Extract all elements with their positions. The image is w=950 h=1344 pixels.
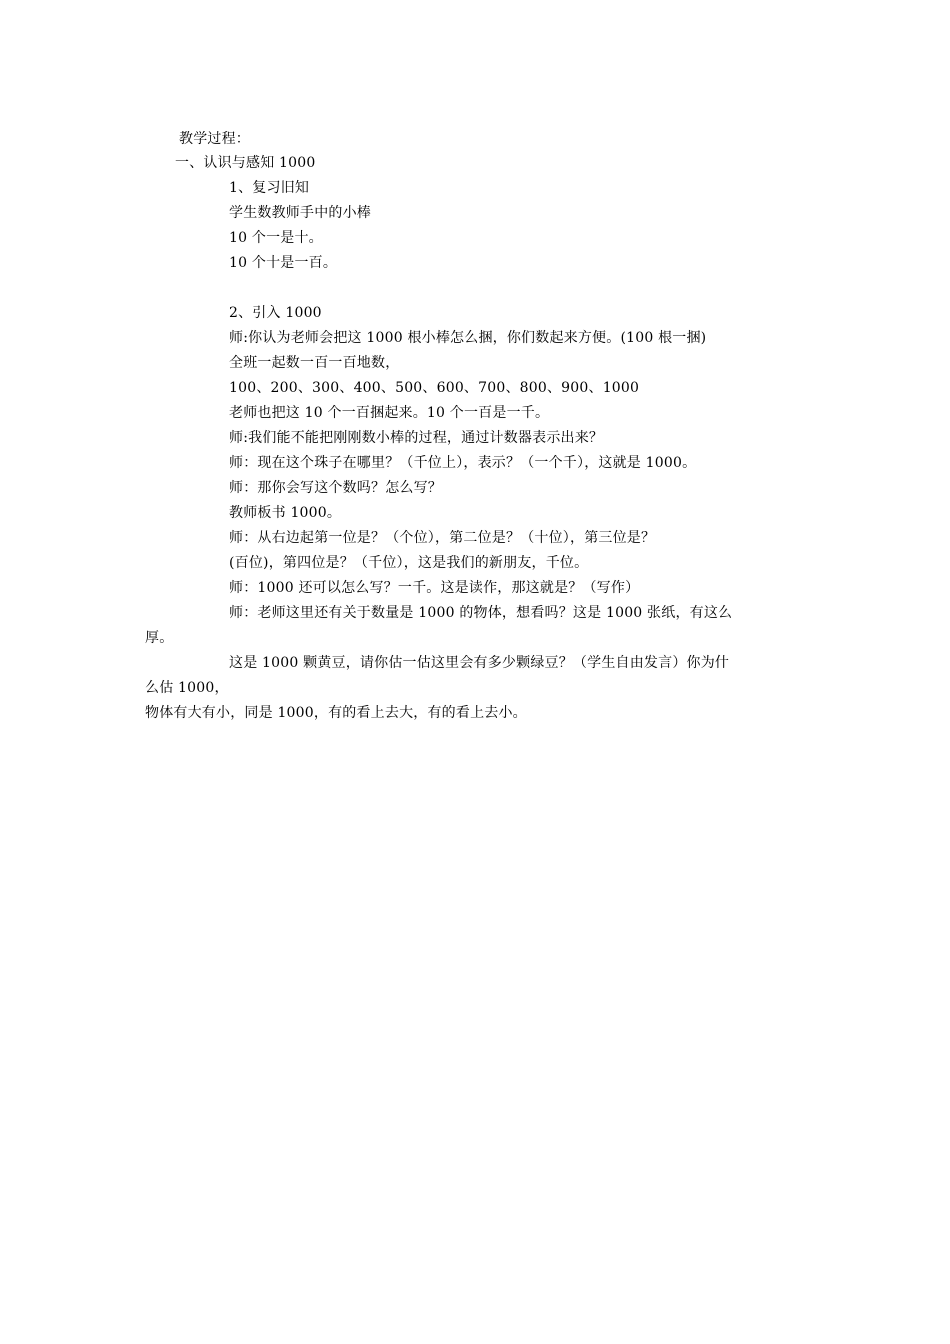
paragraph-line: 师:你认为老师会把这 1000 根小棒怎么捆，你们数起来方便。(100 根一捆) — [229, 330, 707, 346]
paragraph-line: 师：1000 还可以怎么写？一千。这是读作，那这就是？（写作） — [229, 580, 640, 596]
paragraph-line: 学生数教师手中的小棒 — [229, 205, 371, 221]
section-one-title: 一、认识与感知 1000 — [175, 155, 316, 171]
paragraph-line: 教师板书 1000。 — [229, 505, 342, 521]
paragraph-wrap-line: 厚。 — [145, 630, 174, 646]
paragraph-line: 师：那你会写这个数吗？怎么写？ — [229, 480, 442, 496]
paragraph-line: 师：现在这个珠子在哪里？（千位上），表示？（一个千），这就是 1000。 — [229, 455, 697, 471]
paragraph-line: 10 个一是十。 — [229, 230, 323, 246]
paragraph-line: 全班一起数一百一百地数， — [229, 355, 400, 371]
sub-one-title: 1、复习旧知 — [229, 180, 310, 196]
paragraph-line: 师：老师这里还有关于数量是 1000 的物体，想看吗？这是 1000 张纸，有这么 — [229, 605, 733, 621]
paragraph-line: 师：从右边起第一位是？（个位），第二位是？（十位），第三位是？ — [229, 530, 656, 546]
paragraph-line: 10 个十是一百。 — [229, 255, 338, 271]
heading-teaching-process: 教学过程： — [179, 131, 250, 147]
paragraph-line: 100、200、300、400、500、600、700、800、900、1000 — [229, 380, 640, 396]
paragraph-wrap-line: 么估 1000， — [145, 680, 229, 696]
paragraph-line: 这是 1000 颗黄豆，请你估一估这里会有多少颗绿豆？（学生自由发言）你为什 — [229, 655, 730, 671]
paragraph-line: 老师也把这 10 个一百捆起来。10 个一百是一千。 — [229, 405, 550, 421]
paragraph-line: 师:我们能不能把刚刚数小棒的过程，通过计数器表示出来？ — [229, 430, 604, 446]
paragraph-line: 物体有大有小，同是 1000，有的看上去大，有的看上去小。 — [145, 705, 527, 721]
paragraph-line: (百位)，第四位是？（千位），这是我们的新朋友，千位。 — [229, 555, 589, 571]
sub-two-title: 2、引入 1000 — [229, 305, 322, 321]
